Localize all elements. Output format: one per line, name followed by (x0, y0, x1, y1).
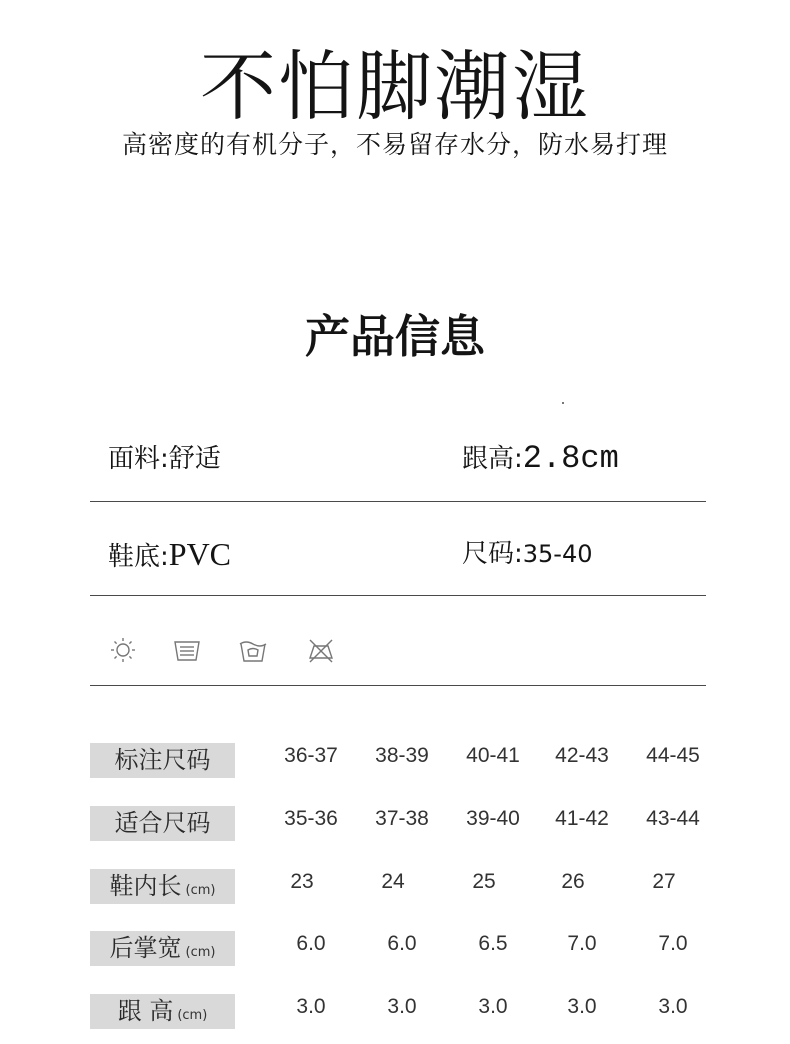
spec-size (462, 536, 593, 572)
table-cell: 25 (472, 870, 496, 893)
size-value: 35-40 (522, 540, 593, 568)
hand-wash-icon (172, 636, 202, 664)
table-cell: 36-37 (284, 744, 338, 767)
table-cell: 6.5 (478, 932, 508, 955)
table-cell: 39-40 (466, 807, 520, 830)
table-cell: 3.0 (296, 995, 326, 1018)
table-cell: 41-42 (555, 807, 609, 830)
row-label-marked-size (90, 743, 235, 778)
table-cell: 42-43 (555, 744, 609, 767)
spec-heel (462, 441, 619, 477)
heel-value: 2.8cm (522, 440, 619, 477)
fabric-value: 舒适 (168, 444, 221, 474)
table-cell: 24 (381, 870, 405, 893)
table-cell: 43-44 (646, 807, 700, 830)
table-cell: 7.0 (658, 932, 688, 955)
row-label-text: 标注尺码 (114, 746, 211, 774)
table-cell: 7.0 (567, 932, 597, 955)
row-label-heel-height (90, 994, 235, 1029)
sole-value: PVC (168, 536, 232, 572)
size-label: 尺码: (462, 539, 523, 569)
sole-label: 鞋底: (108, 542, 169, 572)
no-iron-icon (306, 636, 336, 664)
row-label-unit: (cm) (177, 1008, 208, 1023)
sun-dry-icon (108, 636, 138, 664)
section-title: 产品信息 (304, 310, 485, 363)
row-label-text: 适合尺码 (114, 809, 211, 837)
divider-line (90, 595, 706, 596)
row-label-text: 跟 高 (117, 997, 174, 1025)
row-label-text: 后掌宽 (109, 934, 182, 962)
table-cell: 23 (290, 870, 314, 893)
table-cell: 3.0 (658, 995, 688, 1018)
row-label-fit-size (90, 806, 235, 841)
table-cell: 3.0 (478, 995, 508, 1018)
table-cell: 6.0 (387, 932, 417, 955)
divider-line (90, 685, 706, 686)
wash-tub-icon (238, 636, 268, 664)
table-cell: 38-39 (375, 744, 429, 767)
table-cell: 3.0 (567, 995, 597, 1018)
table-cell: 6.0 (296, 932, 326, 955)
row-label-heel-width (90, 931, 235, 966)
decorative-dot (562, 402, 564, 404)
fabric-label: 面料: (108, 444, 169, 474)
table-cell: 27 (652, 870, 676, 893)
table-cell: 44-45 (646, 744, 700, 767)
hero-subtitle: 高密度的有机分子，不易留存水分，防水易打理 (121, 130, 668, 159)
spec-fabric (108, 441, 221, 477)
heel-label: 跟高: (462, 444, 523, 474)
table-cell: 3.0 (387, 995, 417, 1018)
hero-title: 不怕脚潮湿 (200, 42, 590, 131)
table-cell: 35-36 (284, 807, 338, 830)
table-cell: 40-41 (466, 744, 520, 767)
spec-sole (108, 536, 231, 575)
table-cell: 37-38 (375, 807, 429, 830)
row-label-text: 鞋内长 (109, 872, 182, 900)
row-label-inner-length (90, 869, 235, 904)
divider-line (90, 501, 706, 502)
row-label-unit: (cm) (185, 883, 216, 898)
row-label-unit: (cm) (185, 945, 216, 960)
table-cell: 26 (561, 870, 585, 893)
